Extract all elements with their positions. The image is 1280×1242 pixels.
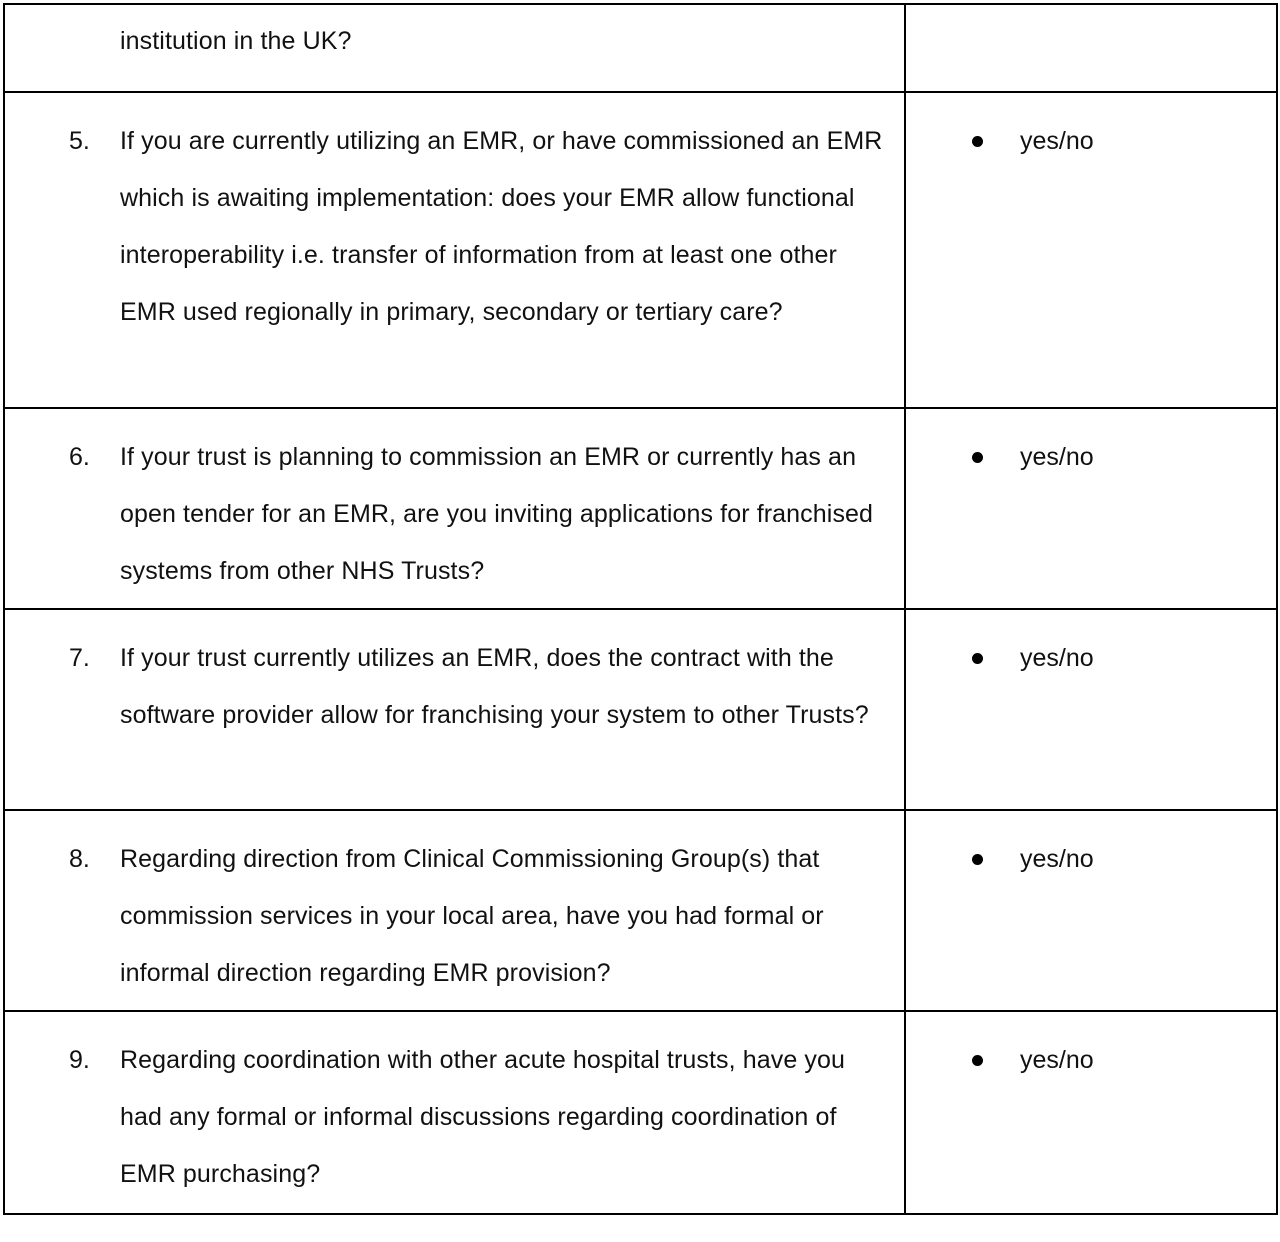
question-cell — [4, 4, 905, 92]
answer-option: yes/no — [1020, 127, 1094, 155]
table-row — [4, 92, 1277, 408]
question-cell — [4, 92, 905, 408]
table-row — [4, 4, 1277, 92]
question-text: institution in the UK? — [120, 27, 352, 55]
answer-cell — [905, 810, 1277, 1011]
question-number: 9. — [69, 1046, 90, 1074]
question-cell — [4, 609, 905, 810]
question-text: If your trust currently utilizes an EMR, does the contract with the software provider allow for franchising your system to other Trusts? — [120, 644, 869, 729]
bullet-icon — [972, 136, 983, 147]
question-number: 6. — [69, 443, 90, 471]
answer-cell — [905, 408, 1277, 609]
answer-option: yes/no — [1020, 1046, 1094, 1074]
questionnaire-table — [3, 3, 1278, 1215]
bullet-icon — [972, 653, 983, 664]
answer-cell — [905, 4, 1277, 92]
question-text: Regarding coordination with other acute hospital trusts, have you had any formal or informal discussions regarding coordination of EMR purchasing? — [120, 1046, 845, 1188]
question-cell — [4, 408, 905, 609]
table-row — [4, 408, 1277, 609]
table-row — [4, 810, 1277, 1011]
answer-cell — [905, 92, 1277, 408]
answer-cell — [905, 1011, 1277, 1214]
question-number: 8. — [69, 845, 90, 873]
table-row — [4, 1011, 1277, 1214]
question-text: If your trust is planning to commission an EMR or currently has an open tender for an EMR, are you inviting applications for franchised systems from other NHS Trusts? — [120, 443, 874, 585]
question-number: 5. — [69, 127, 90, 155]
question-cell — [4, 1011, 905, 1214]
answer-option: yes/no — [1020, 644, 1094, 672]
bullet-icon — [972, 854, 983, 865]
answer-cell — [905, 609, 1277, 810]
question-text: Regarding direction from Clinical Commissioning Group(s) that commission services in your local area, have you had formal or informal direction regarding EMR provision? — [120, 845, 824, 987]
answer-option: yes/no — [1020, 443, 1094, 471]
question-number: 7. — [69, 644, 90, 672]
bullet-icon — [972, 1055, 983, 1066]
answer-option: yes/no — [1020, 845, 1094, 873]
bullet-icon — [972, 452, 983, 463]
question-text: If you are currently utilizing an EMR, or have commissioned an EMR which is awaiting implementation: does your EMR allow functional interoperability i.e. transfer of information from at least one other EMR used regionally in primary, secondary or tertiary care? — [120, 127, 883, 326]
table-row — [4, 609, 1277, 810]
question-cell — [4, 810, 905, 1011]
